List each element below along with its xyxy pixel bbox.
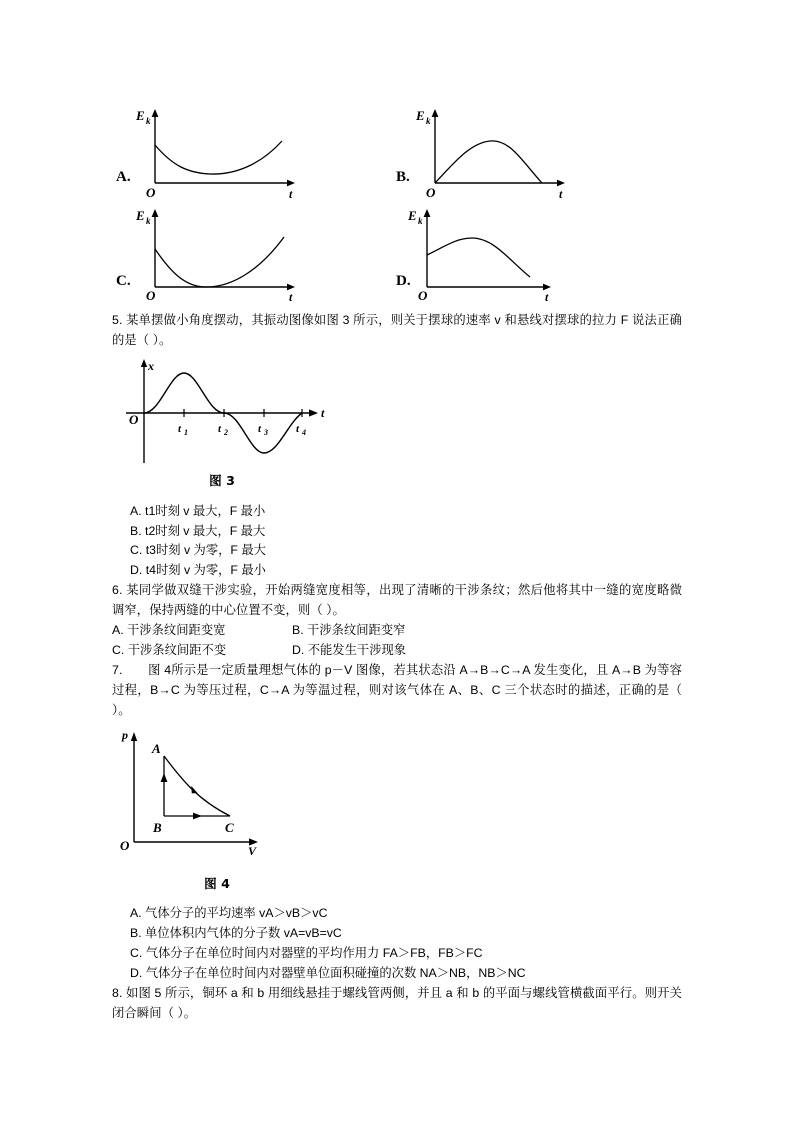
question-6-choice-a[interactable]: A. 干涉条纹间距变宽 xyxy=(112,623,226,638)
figure-3-tick-label-4: t xyxy=(296,422,300,435)
question-6-text xyxy=(112,581,682,621)
option-graph-b xyxy=(392,105,672,201)
y-axis-label-d: E xyxy=(408,208,417,223)
figure-3-tick-label-1-sub: 1 xyxy=(184,427,188,437)
question-7-choice-b[interactable]: B. 单位体积内气体的分子数 vA=vB=vC xyxy=(130,926,342,941)
question-5-choice-b[interactable]: B. t2时刻 v 最大，F 最大 xyxy=(130,523,266,538)
question-7-number: 7. xyxy=(112,662,123,677)
x-axis-label-c: t xyxy=(289,290,293,301)
figure-4-caption: 图 4 xyxy=(204,875,230,891)
y-axis-label-b: E xyxy=(416,108,425,123)
option-letter-c: C. xyxy=(116,273,131,289)
figure-4-y-axis-arrow xyxy=(131,732,137,741)
origin-label-b: O xyxy=(426,185,436,200)
question-6-choice-d[interactable]: D. 不能发生干涉现象 xyxy=(292,643,407,657)
figure-3-caption: 图 3 xyxy=(209,472,235,488)
y-axis-arrow-b xyxy=(432,109,439,117)
y-axis-sublabel-c: k xyxy=(146,216,151,226)
question-6-body: 某同学做双缝干涉实验，开始两缝宽度相等，出现了清晰的干涉条纹；然后他将其中一缝的宽度略微调窄，保持两缝的中心位置不变，则（ ）。 xyxy=(112,583,682,618)
question-6-choices xyxy=(112,621,682,661)
figure-4-x-axis-label: V xyxy=(248,843,257,858)
option-graph-a xyxy=(112,105,392,201)
question-5-choice-a[interactable]: A. t1时刻 v 最大，F 最小 xyxy=(130,503,266,518)
question-6-number: 6. xyxy=(112,583,123,598)
figure-4-point-label-a: A xyxy=(152,740,161,756)
x-axis-label-a: t xyxy=(289,187,293,201)
curve-b xyxy=(435,141,542,183)
figure-3-y-axis-label: x xyxy=(148,358,154,373)
question-5-choice-d[interactable]: D. t4时刻 v 为零，F 最小 xyxy=(130,563,266,578)
x-axis-label-d: t xyxy=(545,290,549,301)
question-5-body: 某单摆做小角度摆动，其振动图像如图 3 所示，则关于摆球的速率 v 和悬线对摆球的拉力 F 说法正确的是（ ）。 xyxy=(112,313,682,347)
page-content xyxy=(112,105,682,1024)
option-letter-a: A. xyxy=(116,169,131,185)
figure-3-tick-label-2: t xyxy=(218,422,222,435)
question-7-choice-d[interactable]: D. 气体分子在单位时间内对器壁单位面积碰撞的次数 NA＞NB，NB＞NC xyxy=(130,966,526,981)
y-axis-arrow-c xyxy=(152,209,159,217)
y-axis-sublabel-d: k xyxy=(418,216,423,226)
figure-4-arrow-bc xyxy=(193,812,202,819)
option-letter-d: D. xyxy=(396,273,411,289)
option-graph-grid xyxy=(112,105,682,301)
figure-3-tick-label-3-sub: 3 xyxy=(264,427,268,437)
question-7-body: 图 4所示是一定质量理想气体的 p－V 图像，若其状态沿 A→B→C→A 发生变化，且 A→B 为等容过程，B→C 为等压过程，C→A 为等温过程，则对该气体在 A、B、C 三个状态时的描述，正确的是（ ）。 xyxy=(112,662,682,717)
x-axis-arrow-a xyxy=(287,180,295,187)
x-axis-label-b: t xyxy=(559,187,563,201)
option-graph-c xyxy=(112,205,392,301)
curve-c xyxy=(155,237,284,287)
origin-label-d: O xyxy=(418,288,428,301)
question-5-text xyxy=(112,311,682,351)
figure-3-origin-label: O xyxy=(129,411,139,427)
question-5-choices xyxy=(112,502,682,582)
question-6-choice-row-1 xyxy=(112,621,682,641)
figure-3-tick-label-2-sub: 2 xyxy=(224,427,228,437)
figure-4-arrow-ab xyxy=(161,773,168,782)
option-graph-d xyxy=(392,205,672,301)
y-axis-sublabel-b: k xyxy=(426,116,431,126)
figure-4-point-label-c: C xyxy=(225,819,234,835)
figure-3-x-axis-arrow xyxy=(309,409,318,416)
figure-3-y-axis-arrow xyxy=(141,359,147,367)
option-letter-b: B. xyxy=(396,169,410,185)
question-5-number: 5. xyxy=(112,313,123,327)
y-axis-sublabel-a: k xyxy=(146,116,151,126)
origin-label-c: O xyxy=(146,288,156,301)
figure-3-tick-label-1: t xyxy=(178,422,182,435)
figure-4-process-ca xyxy=(164,756,230,816)
question-8-number: 8. xyxy=(112,986,123,1001)
origin-label-a: O xyxy=(146,185,156,200)
y-axis-label-c: E xyxy=(136,208,145,223)
question-6-choice-c[interactable]: C. 干涉条纹间距不变 xyxy=(112,643,227,657)
question-6-choice-b[interactable]: B. 干涉条纹间距变窄 xyxy=(292,623,406,638)
question-8-body: 如图 5 所示，铜环 a 和 b 用细线悬挂于螺线管两侧，并且 a 和 b 的平面与螺线管横截面平行。则开关闭合瞬间（ ）。 xyxy=(112,986,682,1020)
figure-4-point-label-b: B xyxy=(153,819,162,835)
question-7-choices xyxy=(112,904,682,984)
y-axis-arrow-d xyxy=(424,209,431,217)
question-8-text xyxy=(112,984,682,1024)
figure-3-tick-label-4-sub: 4 xyxy=(302,427,306,437)
figure-4-y-axis-label: p xyxy=(122,727,128,742)
x-axis-arrow-b xyxy=(557,180,565,187)
y-axis-arrow-a xyxy=(152,109,159,117)
curve-a xyxy=(155,141,282,174)
question-7-choice-a[interactable]: A. 气体分子的平均速率 vA＞vB＞vC xyxy=(130,906,328,921)
y-axis-label-a: E xyxy=(136,108,145,123)
question-6-choice-row-2 xyxy=(112,641,682,661)
figure-3 xyxy=(112,357,682,488)
curve-d xyxy=(427,238,530,277)
question-7-text xyxy=(112,661,682,721)
figure-3-tick-label-3: t xyxy=(258,422,262,435)
question-7-choice-c[interactable]: C. 气体分子在单位时间内对器壁的平均作用力 FA＞FB，FB＞FC xyxy=(130,946,483,961)
figure-3-x-axis-label: t xyxy=(321,405,325,420)
figure-4-origin-label: O xyxy=(120,837,130,853)
figure-4 xyxy=(112,724,682,891)
question-5-choice-c[interactable]: C. t3时刻 v 为零，F 最大 xyxy=(130,543,266,558)
